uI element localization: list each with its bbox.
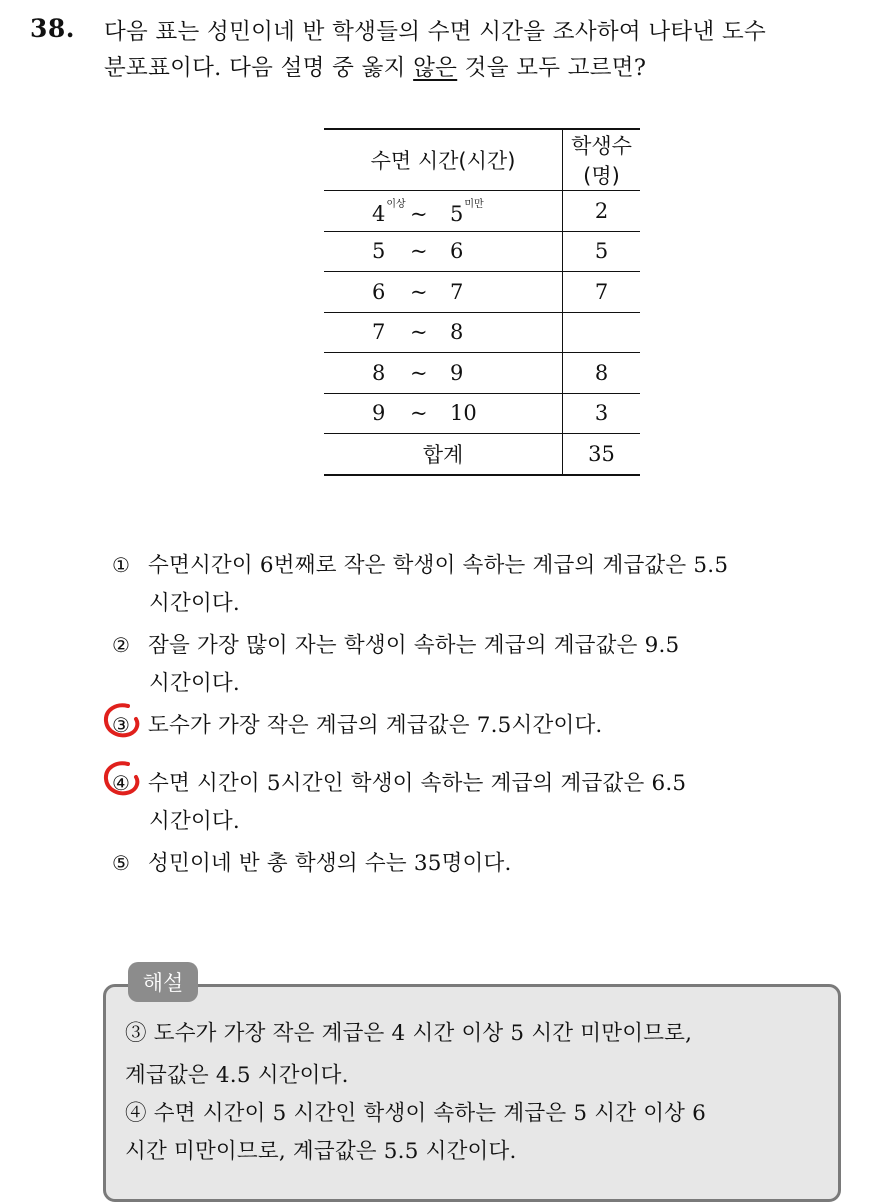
answer-circle-option-3	[102, 702, 142, 740]
class-upper-bound: 7	[450, 279, 464, 304]
option-2-continued: 시간이다.	[149, 671, 240, 696]
answer-circle-option-4	[102, 760, 142, 798]
student-count-cell: 3	[563, 393, 641, 434]
question-number: 38.	[30, 14, 75, 43]
table-row	[324, 272, 640, 313]
class-interval	[324, 353, 563, 394]
table-row	[324, 353, 640, 394]
class-lower-bound: 7	[372, 320, 386, 345]
explanation-line-4: 시간 미만이므로, 계급값은 5.5 시간이다.	[125, 1139, 517, 1164]
table-row	[324, 393, 640, 434]
tilde-separator: ~	[410, 239, 428, 264]
class-lower-bound: 8	[372, 360, 386, 385]
tilde-separator: ~	[410, 401, 428, 426]
table-total-row	[324, 434, 640, 475]
class-interval	[324, 272, 563, 313]
explanation-line-3: ④ 수면 시간이 5 시간인 학생이 속하는 계급은 5 시간 이상 6	[125, 1101, 707, 1126]
tilde-separator: ~	[410, 279, 428, 304]
option-4[interactable]: ④ 수면 시간이 5시간인 학생이 속하는 계급의 계급값은 6.5	[112, 771, 687, 796]
option-5[interactable]: ⑤ 성민이네 반 총 학생의 수는 35명이다.	[112, 851, 512, 876]
student-count-cell	[563, 312, 641, 353]
explanation-line-1: ③ 도수가 가장 작은 계급은 4 시간 이상 5 시간 미만이므로,	[125, 1021, 693, 1046]
tilde-separator: ~	[410, 360, 428, 385]
option-4-continued: 시간이다.	[149, 809, 240, 834]
question-text-line2: 분포표이다. 다음 설명 중 옳지 않은 것을 모두 고르면?	[104, 55, 647, 81]
class-interval	[324, 231, 563, 272]
total-label: 합계	[324, 434, 563, 475]
class-interval	[324, 191, 563, 232]
sup-ge-label: 이상	[386, 199, 406, 211]
student-count-cell: 5	[563, 231, 641, 272]
table-row	[324, 191, 640, 232]
question-text-line1: 다음 표는 성민이네 반 학생들의 수면 시간을 조사하여 나타낸 도수	[104, 19, 767, 45]
option-3[interactable]: ③ 도수가 가장 작은 계급의 계급값은 7.5시간이다.	[112, 713, 603, 738]
class-lower-bound: 9	[372, 401, 386, 426]
class-interval	[324, 393, 563, 434]
table-row	[324, 312, 640, 353]
class-upper-bound: $5^{미만}$	[450, 199, 484, 227]
total-value: 35	[588, 441, 615, 466]
frequency-table	[324, 128, 640, 476]
option-2[interactable]: ② 잠을 가장 많이 자는 학생이 속하는 계급의 계급값은 9.5	[112, 633, 680, 658]
class-upper-bound: 6	[450, 239, 464, 264]
class-lower-bound: 6	[372, 279, 386, 304]
option-1-continued: 시간이다.	[149, 591, 240, 616]
class-lower-bound: 5	[372, 239, 386, 264]
student-count-cell: 7	[563, 272, 641, 313]
table-row	[324, 231, 640, 272]
class-lower-bound: $4^{이상}$	[372, 199, 406, 227]
underlined-word: 않은	[413, 55, 458, 81]
option-1[interactable]: ① 수면시간이 6번째로 작은 학생이 속하는 계급의 계급값은 5.5	[112, 553, 729, 578]
explanation-tag: 해설	[128, 962, 198, 1002]
class-interval	[324, 312, 563, 353]
class-upper-bound: 10	[450, 401, 477, 426]
header-student-count: 학생수(명)	[563, 129, 641, 191]
student-count-cell: 8	[563, 353, 641, 394]
sup-lt-label: 미만	[464, 199, 484, 211]
class-upper-bound: 8	[450, 320, 464, 345]
tilde-separator: ~	[410, 320, 428, 345]
table-header-row	[324, 129, 640, 191]
tilde-separator: ~	[410, 202, 428, 227]
student-count-cell: 2	[563, 191, 641, 232]
header-sleep-time: 수면 시간(시간)	[324, 129, 563, 191]
explanation-line-2: 계급값은 4.5 시간이다.	[125, 1063, 349, 1088]
class-upper-bound: 9	[450, 360, 464, 385]
